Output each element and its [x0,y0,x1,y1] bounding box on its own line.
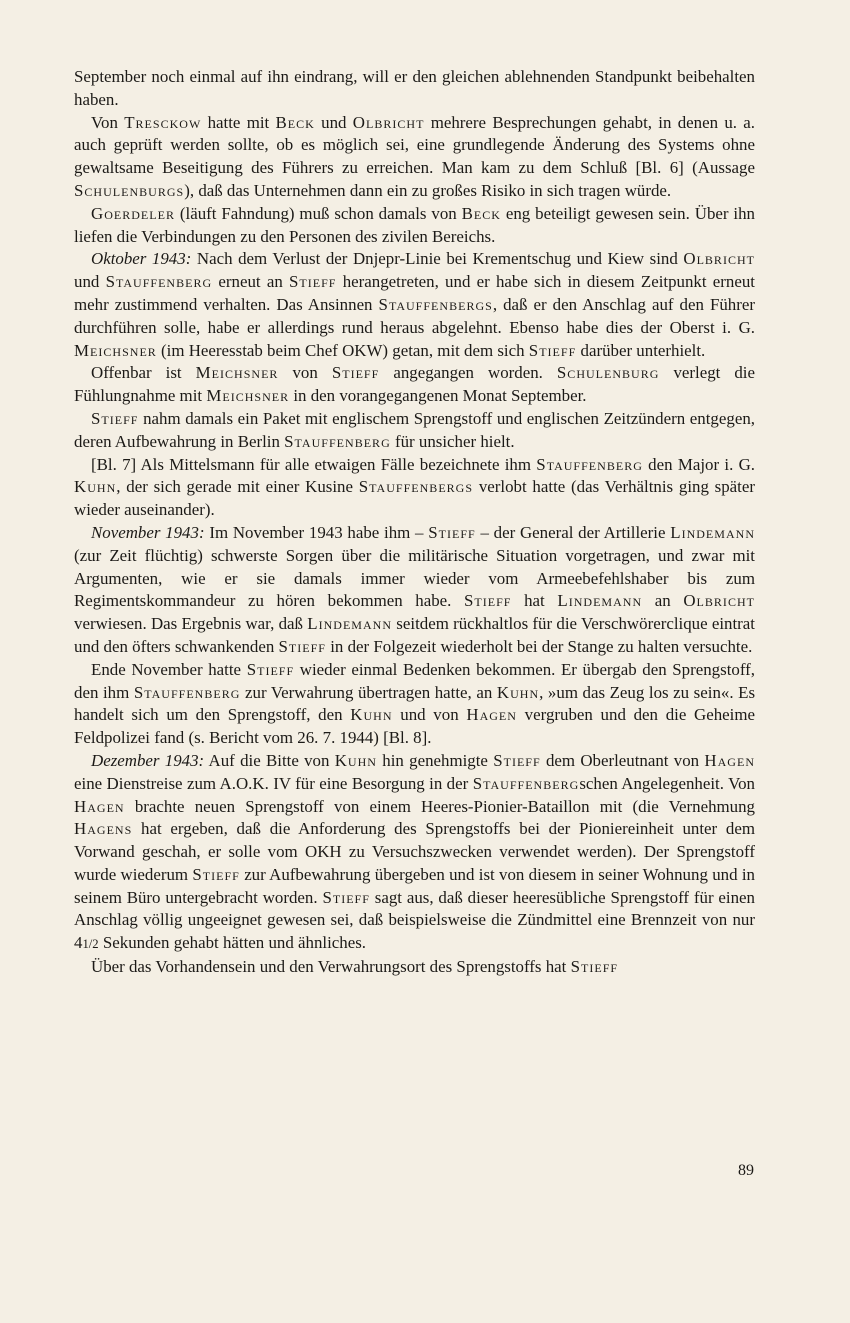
text-run: nahm damals ein Paket mit englischem Sprengstoff und englischen Zeitzündern entgegen, deren Aufbewahrung in Berlin [74,408,755,451]
name-small-caps: Stauffenberg [105,272,213,292]
text-run: verwiesen. Das Ergebnis war, daß [74,614,308,634]
name-small-caps: Stauffenbergs [358,477,474,497]
text-run: an [642,591,684,611]
date-heading-italic: Dezember 1943: [91,750,205,770]
text-run: (läuft Fahndung) muß schon damals von [174,203,462,223]
name-small-caps: Stieff [322,887,370,907]
page-number: 89 [738,1162,754,1179]
paragraph [74,956,755,979]
text-run: , der sich gerade mit einer Kusine [116,477,359,497]
name-small-caps: Stauffenberg [284,431,391,451]
text-run: , »um das Zeug los zu sein«. Es handelt sich um den Sprengstoff, den [74,682,756,725]
name-small-caps: Stieff [331,363,380,383]
text-run: angegangen worden. [379,363,557,383]
document-page [74,66,755,979]
name-small-caps: Stieff [493,750,541,770]
name-small-caps: Schulenburg [556,363,660,383]
name-small-caps: Lindemann [557,591,643,611]
paragraph [74,66,755,112]
text-run: eine Dienstreise zum A.O.K. IV für eine Besorgung in der [74,773,473,793]
name-small-caps: Hagen [466,705,517,725]
name-small-caps: Stauffenberg [133,682,241,702]
text-run: schen Angelegenheit. Von [579,773,755,793]
text-run: von [278,363,332,383]
text-run: zur Verwahrung übertragen hatte, an [240,682,497,702]
date-heading-italic: Oktober 1943: [91,249,192,269]
name-small-caps: Stauffenberg [472,773,580,793]
name-small-caps: Lindemann [307,614,393,634]
name-small-caps: Stieff [428,522,476,542]
name-small-caps: Stieff [91,408,139,428]
name-small-caps: Kuhn [74,477,117,497]
name-small-caps: Meichsner [74,340,157,360]
name-small-caps: Olbricht [352,112,425,132]
name-small-caps: Stauffenbergs [378,294,493,314]
name-small-caps: Stieff [464,591,512,611]
text-run: vergruben und den die Geheime Feldpolizei fand (s. Bericht vom 26. 7. 1944) [Bl. 8]. [74,705,756,748]
name-small-caps: Beck [275,112,315,132]
text-run: mehrere Besprechungen gehabt, in denen u. a. auch geprüft werden sollte, ob es möglich sei, eine grundlegende Änderung des Systems ohne gewaltsame Beseitigung des Führers zu erreichen. Man kam zu dem Schluß [Bl. 6] (Aussage [74,112,755,178]
text-run: Über das Vorhandensein und den Verwahrungsort des Sprengstoffs hat [91,957,571,977]
text-run: seitdem rückhaltlos für die Verschwörerclique eintrat und den öfters schwankenden [74,614,755,656]
text-run: September noch einmal auf ihn eindrang, will er den gleichen ablehnenden Standpunkt beibehalten haben. [74,67,755,109]
name-small-caps: Stieff [246,659,295,679]
text-run: verlegt die Fühlungnahme mit [74,363,756,406]
text-run: , daß er den Anschlag auf den Führer durchführen solle, habe er allerdings rund heraus abgelehnt. Ebenso habe dies der Oberst i. G. [74,294,755,337]
text-run: Nach dem Verlust der Dnjepr-Linie bei Krementschug und Kiew sind [191,249,684,269]
text-run: brachte neuen Sprengstoff von einem Heeres-Pionier-Bataillon mit (die Vernehmung [124,796,755,816]
name-small-caps: Kuhn [496,682,540,702]
text-run: 4 [74,933,83,953]
text-run: eng beteiligt gewesen sein. Über ihn liefen die Verbindungen zu den Personen des zivilen Bereichs. [74,203,755,246]
text-run: erneut an [212,272,289,292]
text-run: verlobt hatte (das Verhältnis ging später wieder auseinander). [74,477,755,520]
text-run: herangetreten, und er habe sich in diesem Zeitpunkt erneut mehr zustimmend verhalten. Das Ansinnen [74,272,755,314]
paragraph [74,248,755,362]
text-run: (zur Zeit flüchtig) schwerste Sorgen über die militärische Situation vorgetragen, und zwar mit Argumenten, wie er sie damals immer wieder vom Armeebefehlshaber bis zum Regimentskommandeur zu hören bekommen habe. [74,545,755,611]
text-run: wieder einmal Bedenken bekommen. Er übergab den Sprengstoff, den ihm [74,659,755,702]
name-small-caps: Kuhn [350,705,393,725]
text-run: Von [91,112,125,132]
name-small-caps: Stieff [528,340,577,360]
text-run: den Major i. G. [642,454,755,474]
text-run: und [314,112,353,132]
name-small-caps: Lindemann [670,522,756,542]
name-small-caps: Stieff [570,957,619,977]
text-run: Offenbar ist [91,363,196,383]
text-run: hatte mit [201,112,276,132]
date-heading-italic: November 1943: [91,522,205,542]
name-small-caps: Schulenburgs [74,180,185,200]
paragraph [74,112,755,203]
name-small-caps: Meichsner [206,386,290,406]
name-small-caps: Stieff [278,636,326,656]
paragraph [74,454,755,522]
name-small-caps: Hagens [74,819,133,839]
text-run: – der General der Artillerie [475,522,671,542]
name-small-caps: Beck [461,203,501,223]
paragraph [74,203,755,249]
paragraph [74,659,755,750]
paragraph [74,362,755,408]
text-run: und von [392,705,467,725]
paragraph [74,522,755,659]
text-run: [Bl. 7] Als Mittelsmann für alle etwaigen Fälle bezeichnete ihm [91,454,537,474]
name-small-caps: Goerdeler [91,203,175,223]
text-run: in den vorangegangenen Monat September. [289,386,587,406]
text-run: hin genehmigte [376,750,494,770]
name-small-caps: Stieff [192,864,240,884]
text-run: sagt aus, daß dieser heeresübliche Sprengstoff für einen Anschlag völlig ungeeignet gewesen sei, daß beispielsweise die Zündmittel eine Brennzeit von nur [74,887,755,930]
text-run: darüber unterhielt. [576,340,706,360]
text-run: hat [511,591,558,611]
text-run: hat ergeben, daß die Anforderung des Sprengstoffs bei der Pioniereinheit unter dem Vorwand geschah, er solle vom OKH zu Versuchszwecken verwendet werden). Der Sprengstoff wurde wiederum [74,819,755,884]
text-run: Im November 1943 habe ihm – [204,522,429,542]
name-small-caps: Stauffenberg [536,454,643,474]
name-small-caps: Kuhn [334,750,377,770]
fraction: 1/2 [82,937,99,952]
name-small-caps: Hagen [704,750,756,770]
text-run: und [74,272,106,292]
text-run: Auf die Bitte von [204,750,335,770]
name-small-caps: Olbricht [683,249,756,269]
text-run: Sekunden gehabt hätten und ähnliches. [98,933,367,953]
text-run: ), daß das Unternehmen dann ein zu großes Risiko in sich tragen würde. [184,180,672,200]
paragraph [74,750,755,956]
name-small-caps: Tresckow [124,112,202,132]
body-text [74,66,755,979]
text-run: in der Folgezeit wiederholt bei der Stange zu halten versuchte. [326,636,753,656]
name-small-caps: Hagen [74,796,125,816]
text-run: zur Aufbewahrung übergeben und ist von diesem in seiner Wohnung und in seinem Büro untergebracht worden. [74,864,755,907]
name-small-caps: Stieff [289,272,337,292]
name-small-caps: Olbricht [683,591,755,611]
text-run: Ende November hatte [91,659,247,679]
text-run: (im Heeresstab beim Chef OKW) getan, mit dem sich [156,340,529,360]
text-run: dem Oberleutnant von [540,750,705,770]
text-run: für unsicher hielt. [390,431,515,451]
paragraph [74,408,755,454]
name-small-caps: Meichsner [195,363,279,383]
